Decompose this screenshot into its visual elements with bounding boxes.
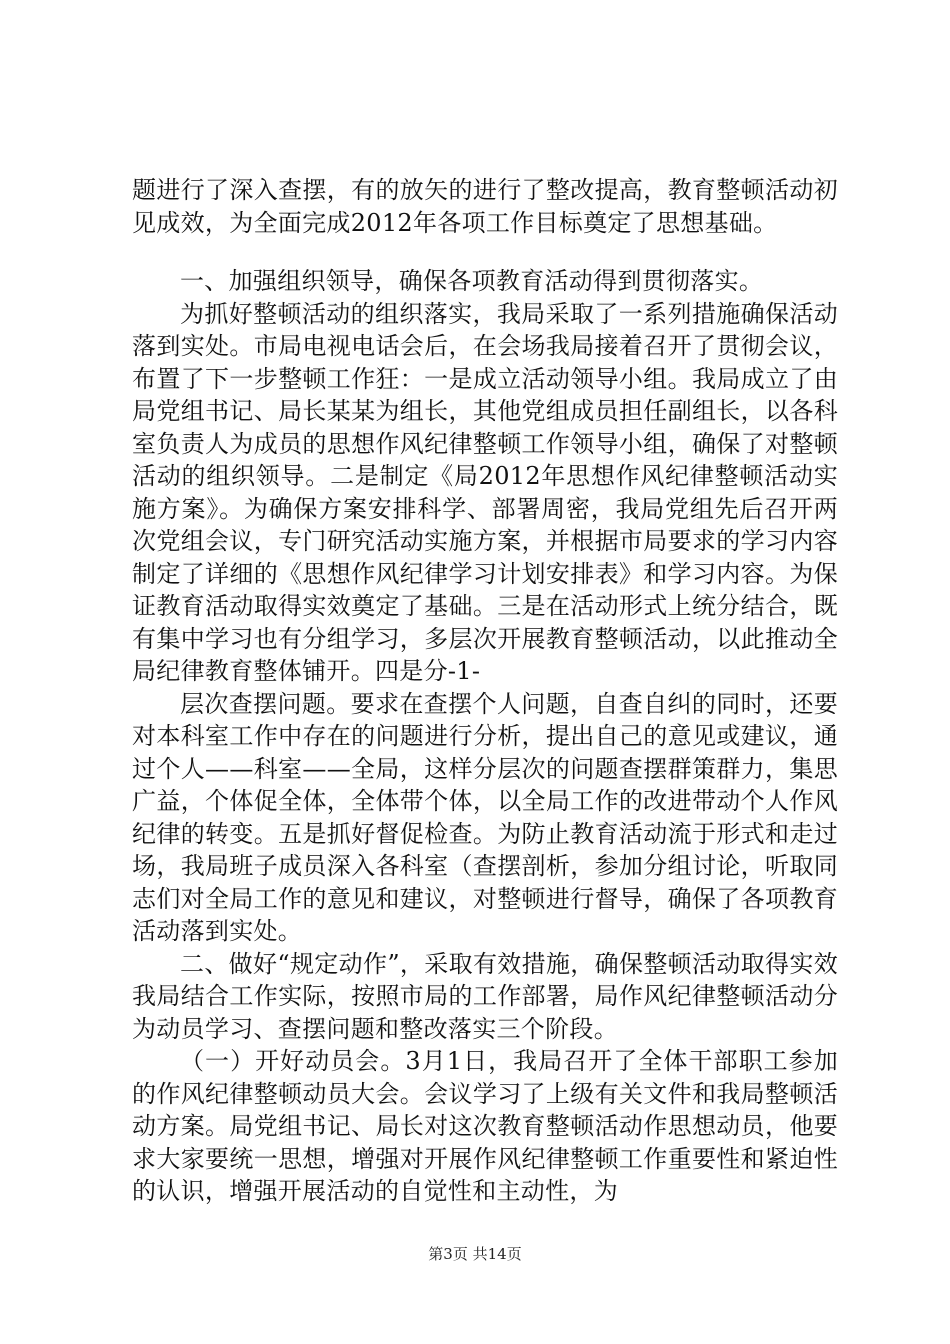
paragraph-mobilization: （一）开好动员会。3月1日，我局召开了全体干部职工参加的作风纪律整顿动员大会。会议学习了上级有关文件和我局整顿活动方案。局党组书记、局长对这次教育整顿活动作思想动员，他要求大家要统一思想，增强对开展作风纪律整顿工作重要性和紧迫性的认识，增强开展活动的自觉性和主动性，为 — [132, 1047, 838, 1205]
paragraph-review: 层次查摆问题。要求在查摆个人问题，自查自纠的同时，还要对本科室工作中存在的问题进行分析，提出自己的意见或建议，通过个人——科室——全局，这样分层次的问题查摆群策群力，集思广益，个体促全体，全体带个体，以全局工作的改进带动个人作风纪律的转变。五是抓好督促检查。为防止教育活动流于形式和走过场，我局班子成员深入各科室（查摆剖析，参加分组讨论，听取同志们对全局工作的意见和建议，对整顿进行督导，确保了各项教育活动落到实处。 — [132, 689, 838, 945]
section-heading-2: 二、做好“规定动作”，采取有效措施，确保整顿活动取得实效我局结合工作实际，按照市局的工作部署，局作风纪律整顿活动分为动员学习、查摆问题和整改落实三个阶段。 — [132, 949, 838, 1043]
document-body — [132, 174, 838, 1208]
paragraph-organization: 为抓好整顿活动的组织落实，我局采取了一系列措施确保活动落到实处。市局电视电话会后，在会场我局接着召开了贯彻会议，布置了下一步整顿工作狂：一是成立活动领导小组。我局成立了由局党组书记、局长某某为组长，其他党组成员担任副组长，以各科室负责人为成员的思想作风纪律整顿工作领导小组，确保了对整顿活动的组织领导。二是制定《局2012年思想作风纪律整顿活动实施方案》。为确保方案安排科学、部署周密，我局党组先后召开两次党组会议，专门研究活动实施方案，并根据市局要求的学习内容制定了详细的《思想作风纪律学习计划安排表》和学习内容。为保证教育活动取得实效奠定了基础。三是在活动形式上统分结合，既有集中学习也有分组学习，多层次开展教育整顿活动，以此推动全局纪律教育整体铺开。四是分-1- — [132, 299, 838, 685]
page-number: 第3页 共14页 — [428, 1245, 522, 1263]
paragraph-continuation: 题进行了深入查摆，有的放矢的进行了整改提高，教育整顿活动初见成效，为全面完成2012年各项工作目标奠定了思想基础。 — [132, 176, 838, 237]
section-heading-1: 一、加强组织领导，确保各项教育活动得到贯彻落实。 — [180, 267, 764, 295]
